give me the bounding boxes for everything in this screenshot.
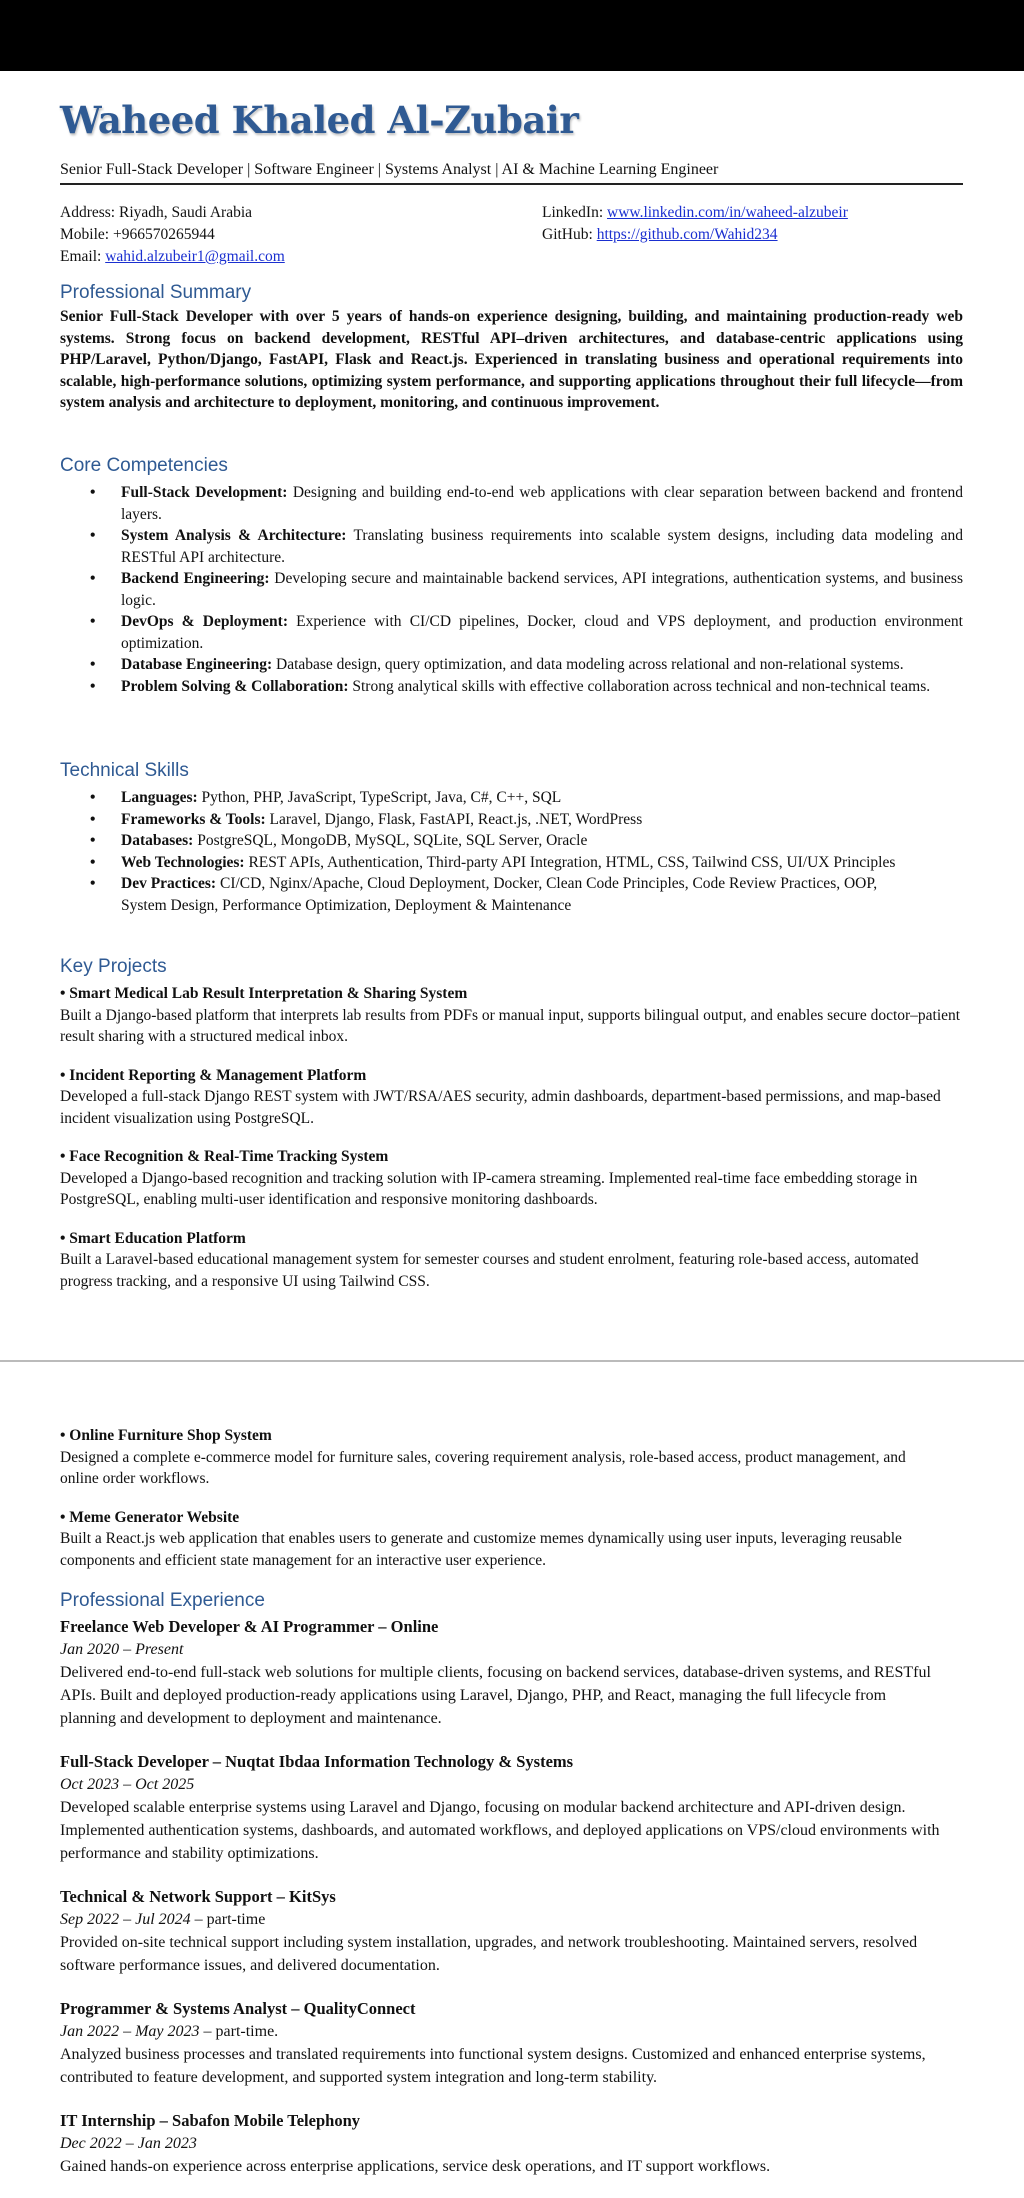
job-desc: Delivered end-to-end full-stack web solutions for multiple clients, focusing on backend services, database-driven systems, and RESTful APIs. Built and deployed production-ready applications using Laravel, Django, PHP, and React, managing the full lifecycle from planning and development to deployment and maintenance. (60, 1664, 931, 1727)
projects-section (60, 955, 963, 1309)
project-title: • Incident Reporting & Management Platform (60, 1066, 367, 1084)
competencies-section (60, 454, 963, 697)
project-title: • Online Furniture Shop System (60, 1427, 272, 1444)
linkedin-link[interactable]: www.linkedin.com/in/waheed-alzubeir (607, 204, 848, 221)
github-link[interactable]: https://github.com/Wahid234 (596, 226, 778, 243)
experience-item (60, 1750, 943, 1865)
address-label: Address: (60, 204, 116, 221)
job-title: Freelance Web Developer & AI Programmer – Online (60, 1617, 439, 1636)
address-line (60, 202, 285, 224)
job-desc: Provided on-site technical support including system installation, upgrades, and network troubleshooting. Maintained servers, resolved software performance issues, and delivered documentation. (60, 1934, 918, 1974)
experience-item (60, 1997, 943, 2089)
project-item (60, 983, 963, 1048)
item-text: Laravel, Django, Flask, FastAPI, React.js, .NET, WordPress (265, 810, 643, 828)
project-desc: Developed a Django-based recognition and tracking solution with IP-camera streaming. Implemented real-time face embedding storage in PostgreSQL, enabling multi-user identification and responsive monitoring dashboards. (60, 1169, 918, 1208)
job-title: Programmer & Systems Analyst – QualityConnect (60, 1999, 416, 2018)
email-label: Email: (60, 248, 102, 265)
address-value: Riyadh, Saudi Arabia (118, 204, 253, 221)
project-title: • Meme Generator Website (60, 1508, 240, 1526)
job-title: IT Internship – Sabafon Mobile Telephony (60, 2111, 360, 2130)
page-break-divider (0, 1360, 1024, 1362)
job-title: Full-Stack Developer – Nuqtat Ibdaa Information Technology & Systems (60, 1752, 574, 1771)
list-item (60, 676, 963, 698)
mobile-line (60, 224, 285, 246)
summary-text: Senior Full-Stack Developer with over 5 years of hands-on experience designing, building, and maintaining production-ready web systems. Strong focus on backend development, RESTful API–driven architectures, and database-centric applications using PHP/Laravel, Python/Django, FastAPI, Flask and React.js. Experienced in translating business and operational requirements into scalable, high-performance solutions, optimizing system performance, and supporting applications throughout their full lifecycle—from system analysis and architecture to deployment, monitoring, and continuous improvement. (60, 308, 963, 411)
job-note: – part-time (190, 1911, 266, 1928)
competencies-heading: Core Competencies (60, 455, 228, 476)
item-label: Problem Solving & Collaboration: (121, 677, 349, 695)
summary-heading: Professional Summary (60, 282, 252, 303)
item-text: REST APIs, Authentication, Third-party API Integration, HTML, CSS, Tailwind CSS, UI/UX Principles (244, 853, 896, 871)
github-line (542, 224, 848, 246)
job-note: – part-time. (199, 2023, 279, 2040)
project-title: • Face Recognition & Real-Time Tracking System (60, 1148, 389, 1165)
viewer-top-bar (0, 0, 1024, 71)
candidate-name: Waheed Khaled Al-Zubair (60, 98, 579, 142)
list-item (60, 809, 963, 831)
github-label: GitHub: (542, 226, 593, 243)
item-label: Dev Practices: (121, 875, 217, 892)
job-desc: Gained hands-on experience across enterprise applications, service desk operations, and IT support workflows. (60, 2158, 771, 2175)
project-desc: Built a React.js web application that enables users to generate and customize memes dynamically using user inputs, leveraging reusable components and efficient state management for an interactive user experience. (60, 1530, 902, 1569)
job-title: Technical & Network Support – KitSys (60, 1887, 336, 1906)
item-text: Developing secure and maintainable backend services, API integrations, authentication systems, and business logic. (121, 570, 963, 609)
project-desc: Developed a full-stack Django REST system with JWT/RSA/AES security, admin dashboards, department-based permissions, and map-based incident visualization using PostgreSQL. (60, 1088, 941, 1127)
experience-item (60, 1615, 943, 1730)
linkedin-line (542, 202, 848, 224)
linkedin-label: LinkedIn: (542, 204, 604, 221)
contact-left (60, 202, 285, 268)
projects-continued (60, 1425, 963, 1588)
list-item (60, 482, 963, 525)
item-text: Translating business requirements into scalable system designs, including data modeling and RESTful API architecture. (121, 527, 963, 566)
list-item (60, 654, 963, 676)
job-dates: Sep 2022 – Jul 2024 (60, 1911, 191, 1928)
list-item (60, 611, 963, 654)
email-link[interactable]: wahid.alzubeir1@gmail.com (105, 248, 285, 265)
item-text: Database design, query optimization, and data modeling across relational and non-relational systems. (272, 656, 904, 673)
mobile-value: +966570265944 (112, 226, 215, 243)
skills-heading: Technical Skills (60, 760, 189, 781)
project-item (60, 1065, 963, 1130)
project-title: • Smart Education Platform (60, 1229, 246, 1247)
item-label: Backend Engineering: (121, 570, 270, 587)
item-label: Frameworks & Tools: (121, 810, 266, 828)
project-desc: Built a Laravel-based educational management system for semester courses and student enrolment, featuring role-based access, automated progress tracking, and a responsive UI using Tailwind CSS. (60, 1251, 919, 1290)
experience-item (60, 1885, 943, 1977)
projects-heading: Key Projects (60, 956, 167, 977)
project-desc: Built a Django-based platform that interprets lab results from PDFs or manual input, supports bilingual output, and enables secure doctor–patient result sharing with a structured medical inbox. (60, 1006, 961, 1045)
job-dates: Jan 2022 – May 2023 (60, 2023, 200, 2040)
project-title: • Smart Medical Lab Result Interpretation & Sharing System (60, 985, 468, 1002)
list-item (60, 873, 963, 916)
list-item (60, 568, 963, 611)
email-line (60, 246, 285, 268)
mobile-label: Mobile: (60, 226, 110, 243)
job-desc: Analyzed business processes and translated requirements into functional system designs. Customized and enhanced enterprise systems, contributed to feature development, and supported system integration and long-term stability. (60, 2046, 926, 2086)
competencies-list (60, 482, 963, 697)
experience-item (60, 2109, 943, 2178)
job-desc: Developed scalable enterprise systems using Laravel and Django, focusing on modular backend architecture and API-driven design. Implemented authentication systems, dashboards, and automated workflows, and deployed applications on VPS/cloud environments with performance and stability optimizations. (60, 1799, 940, 1862)
item-label: System Analysis & Architecture: (121, 527, 347, 544)
skills-list (60, 787, 963, 916)
job-dates: Oct 2023 – Oct 2025 (60, 1776, 195, 1793)
item-label: DevOps & Deployment: (121, 613, 288, 630)
item-text: Strong analytical skills with effective collaboration across technical and non-technical teams. (348, 677, 931, 695)
item-label: Full-Stack Development: (121, 484, 288, 501)
list-item (60, 852, 963, 874)
item-text: Python, PHP, JavaScript, TypeScript, Java, C#, C++, SQL (197, 789, 562, 806)
item-text: Designing and building end-to-end web applications with clear separation between backend and frontend layers. (121, 484, 964, 523)
list-item (60, 525, 963, 568)
item-label: Languages: (121, 789, 198, 806)
job-dates: Jan 2020 – Present (60, 1641, 184, 1658)
item-label: Database Engineering: (121, 656, 273, 673)
project-item (60, 1146, 963, 1211)
skills-section (60, 759, 963, 916)
list-item (60, 787, 963, 809)
list-item (60, 830, 963, 852)
job-dates: Dec 2022 – Jan 2023 (60, 2135, 197, 2152)
item-text: Experience with CI/CD pipelines, Docker, cloud and VPS deployment, and production environment optimization. (121, 613, 963, 652)
project-item (60, 1228, 963, 1293)
project-item (60, 1507, 963, 1572)
item-text: PostgreSQL, MongoDB, MySQL, SQLite, SQL Server, Oracle (193, 832, 588, 849)
experience-section (60, 1589, 963, 2198)
candidate-titles: Senior Full-Stack Developer | Software Engineer | Systems Analyst | AI & Machine Learning Engineer (60, 161, 719, 178)
header-divider (60, 183, 963, 185)
project-desc: Designed a complete e-commerce model for furniture sales, covering requirement analysis, role-based access, product management, and online order workflows. (60, 1448, 906, 1487)
summary-section (60, 281, 963, 414)
experience-heading: Professional Experience (60, 1590, 265, 1611)
contact-right (542, 202, 848, 246)
item-text: CI/CD, Nginx/Apache, Cloud Deployment, Docker, Clean Code Principles, Code Review Practices, OOP, System Design, Performance Optimization, Deployment & Maintenance (121, 875, 878, 914)
project-item (60, 1425, 963, 1490)
item-label: Databases: (121, 832, 194, 849)
item-label: Web Technologies: (121, 853, 245, 871)
